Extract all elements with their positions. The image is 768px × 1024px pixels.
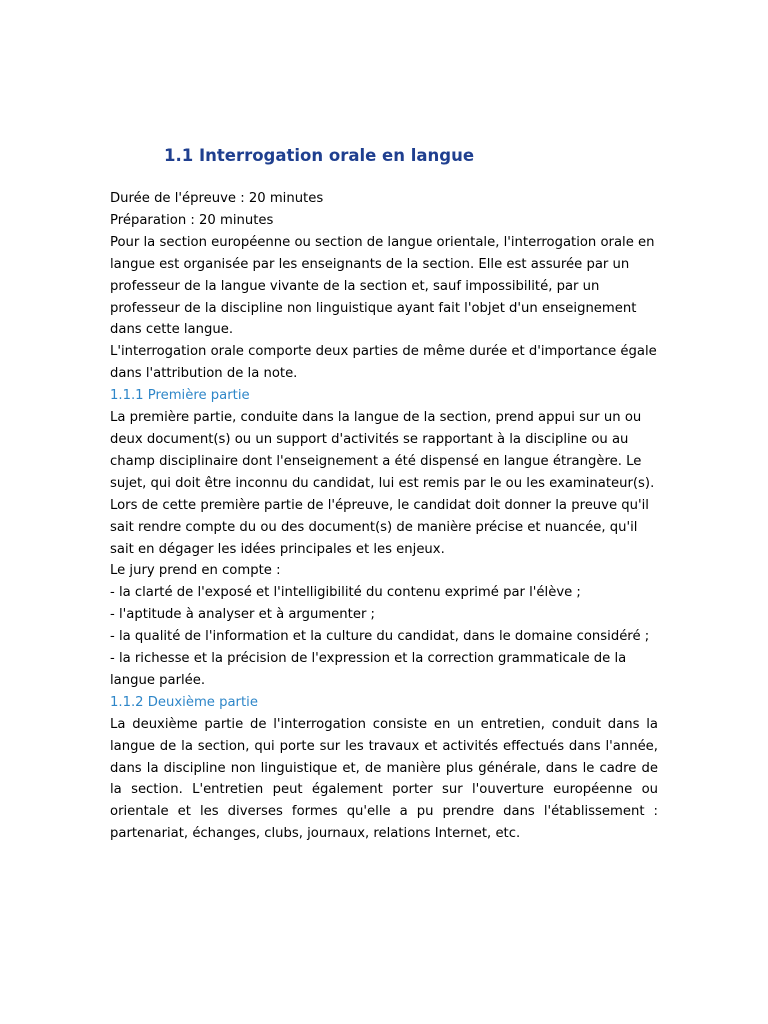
part2-heading: 1.1.2 Deuxième partie <box>110 694 258 710</box>
section-title: 1.1 Interrogation orale en langue <box>164 146 475 165</box>
part1-paragraph-1: La première partie, conduite dans la langue de la section, prend appui sur un ou deux document(s) ou un support d'activités se rapportant à la discipline ou au champ disciplinaire dont l'enseignement a été dispensé en langue étrangère. Le sujet, qui doit être inconnu du candidat, lui est remis par le ou les examinateur(s). <box>110 410 655 491</box>
criteria-item: - la richesse et la précision de l'expression et la correction grammaticale de la langue parlée. <box>110 651 627 688</box>
intro-paragraph: Pour la section européenne ou section de langue orientale, l'interrogation orale en langue est organisée par les enseignants de la section. Elle est assurée par un professeur de la langue vivante de la section et, sauf impossibilité, par un professeur de la discipline non linguistique ayant fait l'objet d'un enseignement dans cette langue. <box>110 234 655 338</box>
document-body <box>110 188 658 845</box>
part1-heading: 1.1.1 Première partie <box>110 388 250 404</box>
structure-paragraph: L'interrogation orale comporte deux parties de même durée et d'importance égale dans l'attribution de la note. <box>110 344 657 382</box>
part1-paragraph-2: Lors de cette première partie de l'épreuve, le candidat doit donner la preuve qu'il sait rendre compte du ou des document(s) de manière précise et nuancée, qu'il sait en dégager les idées principales et les enjeux. <box>110 497 649 557</box>
criteria-item: - la qualité de l'information et la culture du candidat, dans le domaine considéré ; <box>110 629 650 645</box>
criteria-item: - l'aptitude à analyser et à argumenter ; <box>110 607 375 623</box>
preparation-time: Préparation : 20 minutes <box>110 212 274 228</box>
criteria-intro: Le jury prend en compte : <box>110 563 281 579</box>
part2-paragraph: La deuxième partie de l'interrogation consiste en un entretien, conduit dans la langue de la section, qui porte sur les travaux et activités effectués dans l'année, dans la discipline non linguistique et, de manière plus générale, dans le cadre de la section. L'entretien peut également porter sur l'ouverture européenne ou orientale et les diverses formes qu'elle a pu prendre dans l'établissement : partenariat, échanges, clubs, journaux, relations Internet, etc. <box>110 716 658 842</box>
exam-duration: Durée de l'épreuve : 20 minutes <box>110 191 324 206</box>
criteria-item: - la clarté de l'exposé et l'intelligibilité du contenu exprimé par l'élève ; <box>110 585 581 601</box>
